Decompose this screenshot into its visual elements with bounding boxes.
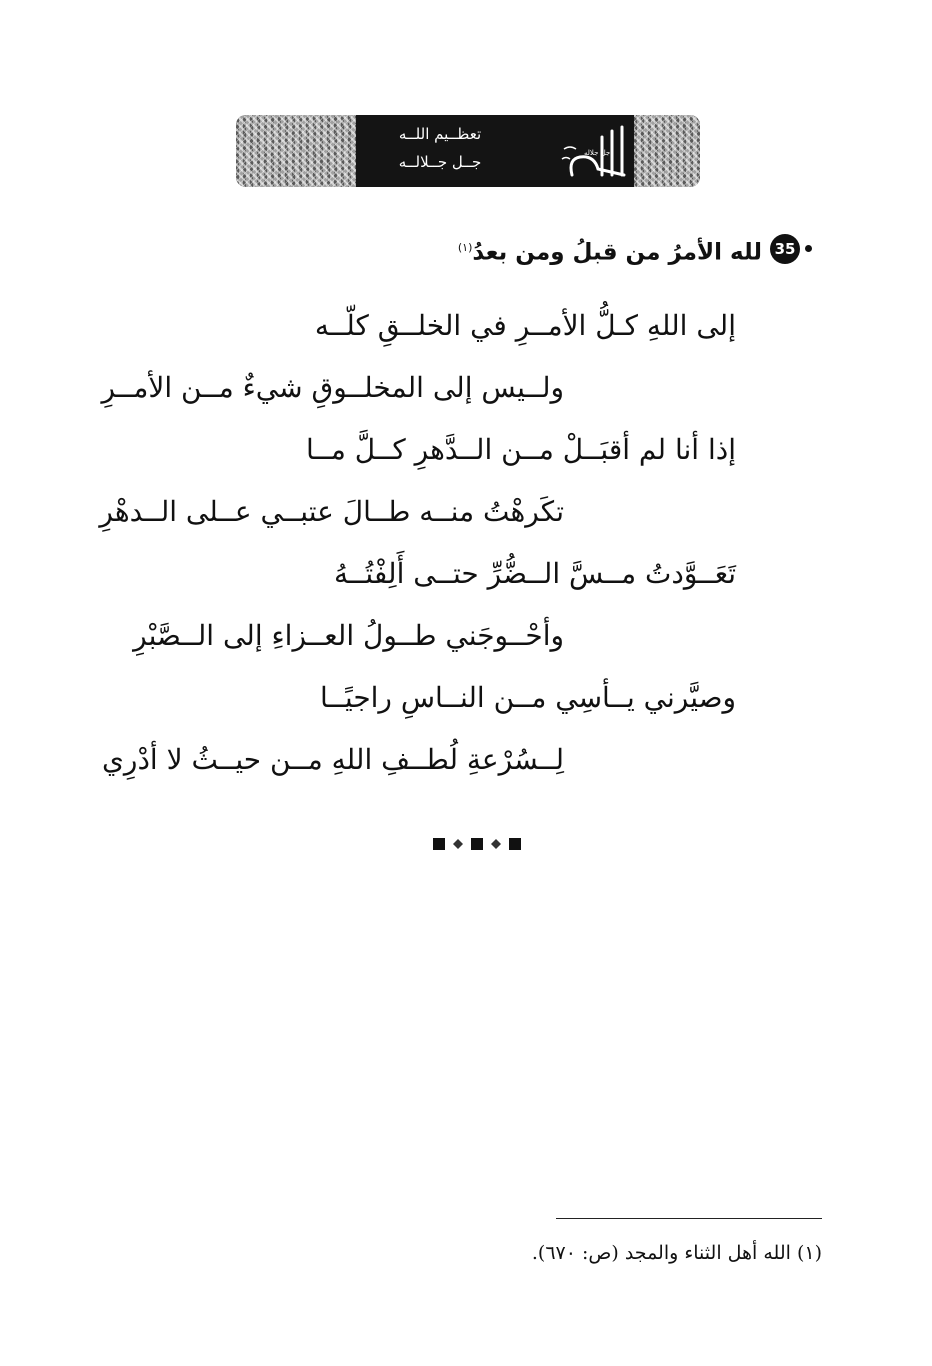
verse-line: إذا أنا لم أقبَــلْ مــن الــدَّهرِ كــلَّ مــا	[305, 433, 736, 466]
section-title	[458, 230, 762, 271]
section-end-ornament	[431, 836, 525, 852]
banner-line-2: جــل جــلالــه	[398, 153, 482, 171]
header-banner	[236, 115, 700, 187]
verse-line: وأحْــوجَني طــولُ العــزاءِ إلى الــصَّبْرِ	[133, 619, 564, 652]
verse-line: وصيَّرني يــأسِي مــن النــاسِ راجيًــا	[319, 681, 736, 714]
verse-line: تكَرهْتُ منــه طــالَ عتبــي عــلى الــدهْرِ	[99, 495, 564, 528]
banner-title	[374, 125, 506, 181]
section-heading	[380, 228, 812, 272]
section-number-badge: 35	[770, 234, 800, 264]
bullet-dot	[805, 245, 812, 252]
verse-line: إلى اللهِ كـلُّ الأمــرِ في الخلــقِ كلّــه	[314, 309, 736, 342]
verse-line: لِــسُرْعةِ لُطــفِ اللهِ مــن حيــثُ لا أدْرِي	[102, 743, 564, 776]
section-title-text: لله الأمرُ من قبلُ ومن بعدُ	[472, 239, 762, 266]
allah-calligraphy-logo	[554, 119, 638, 183]
banner-line-1: تعظــيم اللــه	[398, 125, 482, 143]
banner-texture-left	[236, 115, 356, 187]
footnote-text: (١) الله أهل الثناء والمجد (ص: ٦٧٠).	[531, 1242, 822, 1264]
footnote-divider	[556, 1218, 822, 1219]
footnote-reference: (١)	[457, 241, 473, 254]
svg-text:جل جلاله: جل جلاله	[584, 149, 611, 157]
banner-texture-right	[634, 115, 700, 187]
verse-line: تَعَــوَّدتُ مــسَّ الــضُّرِّ حتــى أَلِفْتُــهُ	[334, 557, 736, 590]
verse-line: ولــيس إلى المخلــوقِ شيءٌ مــن الأمــرِ	[101, 371, 564, 404]
